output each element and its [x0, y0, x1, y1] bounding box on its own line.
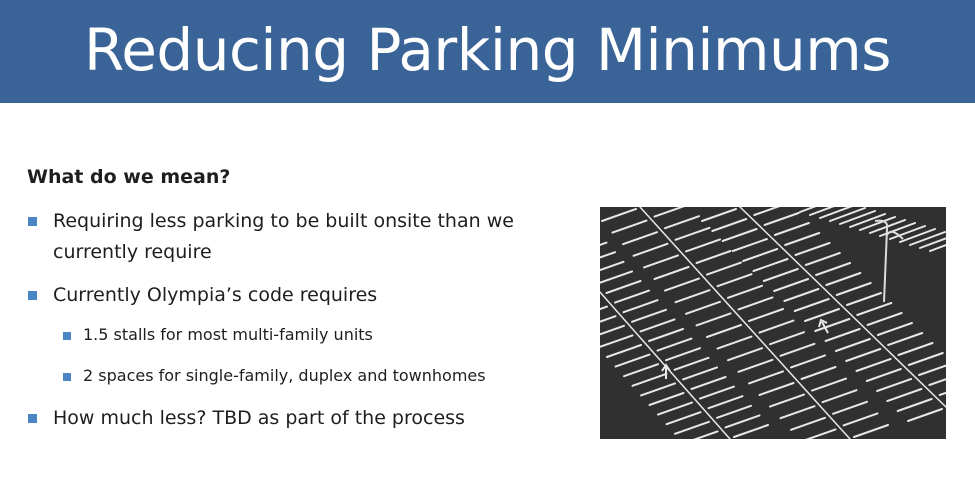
sub-bullet-item-1: [83, 324, 373, 346]
bullet-marker: [28, 217, 37, 226]
bullet-marker: [63, 332, 71, 340]
sub-bullet-item-2: [83, 365, 486, 387]
bullet-text: Currently Olympia’s code requires: [53, 284, 378, 306]
bullet-item-1: [53, 206, 514, 268]
bullet-item-3: [53, 403, 465, 434]
bullet-text-line: Requiring less parking to be built onsite than we: [53, 210, 514, 232]
bullet-text-line: currently require: [53, 241, 212, 263]
title-bar: [0, 0, 975, 103]
slide-title: Reducing Parking Minimums: [84, 16, 891, 84]
bullet-marker: [28, 414, 37, 423]
bullet-marker: [28, 291, 37, 300]
bullet-text: 1.5 stalls for most multi-family units: [83, 325, 373, 344]
parking-lot-photo: [600, 207, 946, 439]
bullet-text: 2 spaces for single-family, duplex and townhomes: [83, 366, 486, 385]
bullet-item-2: [53, 280, 377, 311]
bullet-text: How much less? TBD as part of the process: [53, 407, 465, 429]
section-heading: What do we mean?: [27, 166, 231, 188]
bullet-marker: [63, 373, 71, 381]
